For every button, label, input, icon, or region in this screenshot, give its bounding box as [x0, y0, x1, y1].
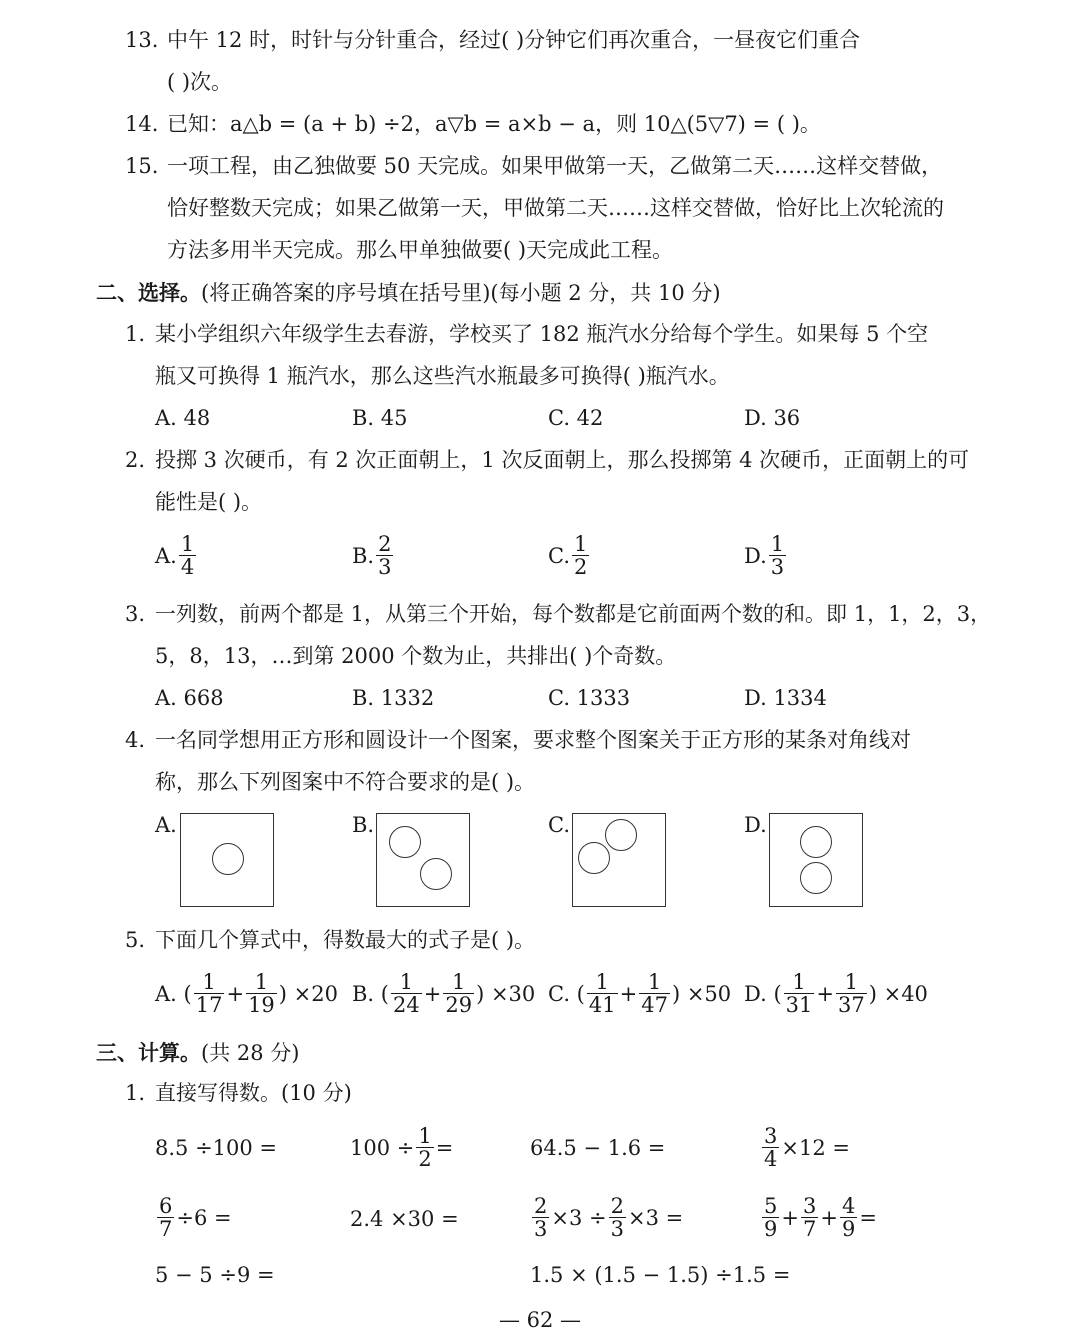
option-letter: C.	[548, 981, 570, 1006]
square-figure-c	[572, 813, 666, 907]
calc-text: =	[859, 1205, 877, 1230]
question-number: 1.	[125, 1081, 146, 1105]
section-heading	[96, 282, 721, 304]
option-a: A. 668	[155, 686, 224, 710]
numerator: 2	[610, 1194, 624, 1218]
question-text: 5，8，13，…到第 2000 个数为止，共排出( )个奇数。	[155, 644, 677, 668]
fraction	[572, 534, 589, 578]
calc-text: ×12 =	[781, 1135, 850, 1160]
denominator: 3	[534, 1217, 548, 1241]
numerator: 2	[378, 532, 392, 556]
numerator: 1	[418, 1124, 432, 1148]
option-a: A. ( $\frac{1}{17}$ + $\frac{1}{19}$ ) ×20	[155, 970, 338, 1017]
numerator: 1	[574, 532, 588, 556]
option-letter: A.	[155, 981, 177, 1006]
square-figure-a	[180, 813, 274, 907]
question-text: 瓶又可换得 1 瓶汽水，那么这些汽水瓶最多可换得( )瓶汽水。	[155, 364, 730, 388]
numerator: 4	[841, 1194, 856, 1218]
fraction: $\frac{1}{17}$	[195, 970, 223, 1017]
option-c: C. 1333	[548, 686, 631, 710]
question-text: 投掷 3 次硬币，有 2 次正面朝上，1 次反面朝上，那么投掷第 4 次硬币，正面朝上的可	[155, 448, 970, 472]
denominator: 4	[764, 1147, 778, 1171]
question-text: ( )次。	[167, 70, 233, 94]
calc-text: =	[435, 1135, 454, 1160]
fraction	[416, 1126, 433, 1170]
numerator: 2	[534, 1194, 548, 1218]
calc-item	[155, 1138, 277, 1159]
question-number: 2.	[125, 448, 146, 472]
calc-text: ×3 ÷	[551, 1205, 607, 1230]
fraction	[769, 534, 786, 578]
option-letter: A.	[155, 543, 177, 568]
question-number: 13.	[125, 28, 159, 52]
plus-sign: +	[781, 1205, 799, 1230]
question-number: 1.	[125, 322, 146, 346]
fraction	[801, 1196, 818, 1240]
question-text: 能性是( )。	[155, 490, 263, 514]
fraction: $\frac{1}{19}$	[248, 970, 275, 1017]
numerator: 1	[180, 532, 195, 556]
question-number: 5.	[125, 928, 146, 952]
option-a	[155, 534, 198, 578]
option-d: D. 36	[744, 406, 801, 430]
option-a-label: A.	[155, 813, 177, 837]
calc-item	[155, 1265, 275, 1286]
denominator: 24	[392, 993, 420, 1017]
calc-item	[350, 1126, 453, 1170]
option-d-label: D.	[744, 813, 767, 837]
denominator: 31	[785, 993, 813, 1017]
question-number: 3.	[125, 602, 146, 626]
denominator: 7	[159, 1217, 173, 1241]
fraction: $\frac{1}{37}$	[837, 970, 865, 1017]
multiplier: ×50	[686, 981, 732, 1006]
circle-shape	[420, 858, 452, 890]
option-c: C. 42	[548, 406, 604, 430]
calc-item	[530, 1196, 683, 1240]
denominator: 7	[802, 1217, 817, 1241]
fraction: $\frac{1}{47}$	[641, 970, 668, 1017]
calc-text: ÷6 =	[176, 1205, 232, 1230]
question-text: 一名同学想用正方形和圆设计一个图案，要求整个图案关于正方形的某条对角线对	[155, 728, 911, 752]
fraction	[762, 1126, 779, 1170]
option-c-label: C.	[548, 813, 570, 837]
option-b-label: B.	[352, 813, 375, 837]
circle-shape	[605, 819, 637, 851]
multiplier: ×40	[883, 981, 928, 1006]
option-b: B. 1332	[352, 686, 435, 710]
section-title: 三、计算。	[96, 1040, 201, 1065]
calc-item	[155, 1196, 232, 1240]
calc-text: 100 ÷	[350, 1135, 415, 1160]
fraction: $\frac{1}{24}$	[392, 970, 420, 1017]
option-letter: D.	[744, 543, 767, 568]
circle-shape	[212, 843, 244, 875]
question-text: 中午 12 时，时针与分针重合，经过( )分钟它们再次重合，一昼夜它们重合	[167, 28, 861, 52]
denominator: 3	[378, 555, 392, 579]
question-text: 已知：a△b = (a + b) ÷2，a▽b = a×b − a，则 10△(5▽7) = ( )。	[167, 112, 821, 136]
calc-text: 5 − 5 ÷9 =	[155, 1263, 275, 1287]
denominator: 17	[195, 993, 223, 1017]
numerator: 3	[802, 1194, 817, 1218]
option-d: D. ( $\frac{1}{31}$ + $\frac{1}{37}$ ) ×40	[744, 970, 928, 1017]
section-heading	[96, 1042, 299, 1064]
denominator: 2	[418, 1147, 432, 1171]
question-text: 称，那么下列图案中不符合要求的是( )。	[155, 770, 536, 794]
option-letter: B.	[352, 981, 375, 1006]
question-number: 15.	[125, 154, 159, 178]
fraction	[609, 1196, 626, 1240]
denominator: 37	[837, 993, 865, 1017]
circle-shape	[389, 826, 421, 858]
multiplier: ×30	[490, 981, 536, 1006]
calc-item	[760, 1196, 877, 1240]
denominator: 19	[248, 993, 275, 1017]
fraction	[157, 1196, 174, 1240]
plus-sign: +	[820, 1205, 838, 1230]
question-text: 方法多用半天完成。那么甲单独做要( )天完成此工程。	[167, 238, 674, 262]
question-text: 某小学组织六年级学生去春游，学校买了 182 瓶汽水分给每个学生。如果每 5 个空	[155, 322, 929, 346]
section-instruction: (将正确答案的序号填在括号里)(每小题 2 分，共 10 分)	[201, 281, 721, 305]
numerator: 1	[770, 532, 785, 556]
calc-item	[350, 1209, 459, 1230]
circle-shape	[800, 862, 832, 894]
option-letter: B.	[352, 543, 375, 568]
question-text: 直接写得数。(10 分)	[155, 1081, 352, 1105]
circle-shape	[578, 842, 610, 874]
fraction: $\frac{1}{29}$	[445, 970, 473, 1017]
calc-item	[530, 1265, 790, 1286]
denominator: 3	[770, 555, 785, 579]
page-number: — 62 —	[498, 1308, 582, 1332]
fraction	[532, 1196, 549, 1240]
denominator: 9	[764, 1217, 778, 1241]
multiplier: ×20	[293, 981, 338, 1006]
numerator: 5	[764, 1194, 778, 1218]
option-b: B. 45	[352, 406, 408, 430]
fraction	[840, 1196, 857, 1240]
calc-text: 8.5 ÷100 =	[155, 1136, 278, 1160]
section-title: 二、选择。	[96, 280, 201, 305]
denominator: 29	[445, 993, 473, 1017]
option-b: B. ( $\frac{1}{24}$ + $\frac{1}{29}$ ) ×30	[352, 970, 536, 1017]
question-number: 14.	[125, 112, 159, 136]
denominator: 9	[841, 1217, 856, 1241]
option-d	[744, 534, 788, 578]
question-text: 一项工程，由乙独做要 50 天完成。如果甲做第一天，乙做第二天……这样交替做，	[167, 154, 943, 178]
option-letter: C.	[548, 543, 570, 568]
option-letter: D.	[744, 981, 767, 1006]
numerator: 6	[159, 1194, 173, 1218]
question-text: 下面几个算式中，得数最大的式子是( )。	[155, 928, 536, 952]
calc-text: ×3 =	[627, 1205, 684, 1230]
fraction: $\frac{1}{31}$	[785, 970, 813, 1017]
question-text: 一列数，前两个都是 1，从第三个开始，每个数都是它前面两个数的和。即 1，1，2，3，	[155, 602, 992, 626]
section-instruction: (共 28 分)	[201, 1041, 300, 1065]
calc-item	[760, 1126, 850, 1170]
option-b	[352, 534, 395, 578]
option-d: D. 1334	[744, 686, 827, 710]
square-figure-b	[376, 813, 470, 907]
calc-text: 64.5 − 1.6 =	[530, 1136, 666, 1160]
fraction	[376, 534, 393, 578]
fraction	[762, 1196, 779, 1240]
denominator: 47	[641, 993, 668, 1017]
denominator: 2	[574, 555, 588, 579]
fraction	[179, 534, 196, 578]
calc-text: 1.5 × (1.5 − 1.5) ÷1.5 =	[530, 1263, 791, 1287]
fraction: $\frac{1}{41}$	[588, 970, 616, 1017]
option-a: A. 48	[155, 406, 211, 430]
option-c	[548, 534, 591, 578]
question-text: 恰好整数天完成；如果乙做第一天，甲做第二天……这样交替做，恰好比上次轮流的	[167, 196, 944, 220]
denominator: 3	[610, 1217, 624, 1241]
square-figure-d	[769, 813, 863, 907]
circle-shape	[800, 826, 832, 858]
denominator: 41	[588, 993, 616, 1017]
calc-item	[530, 1138, 665, 1159]
question-number: 4.	[125, 728, 146, 752]
numerator: 3	[764, 1124, 778, 1148]
option-c: C. ( $\frac{1}{41}$ + $\frac{1}{47}$ ) ×50	[548, 970, 732, 1017]
denominator: 4	[180, 555, 195, 579]
calc-text: 2.4 ×30 =	[350, 1207, 459, 1231]
